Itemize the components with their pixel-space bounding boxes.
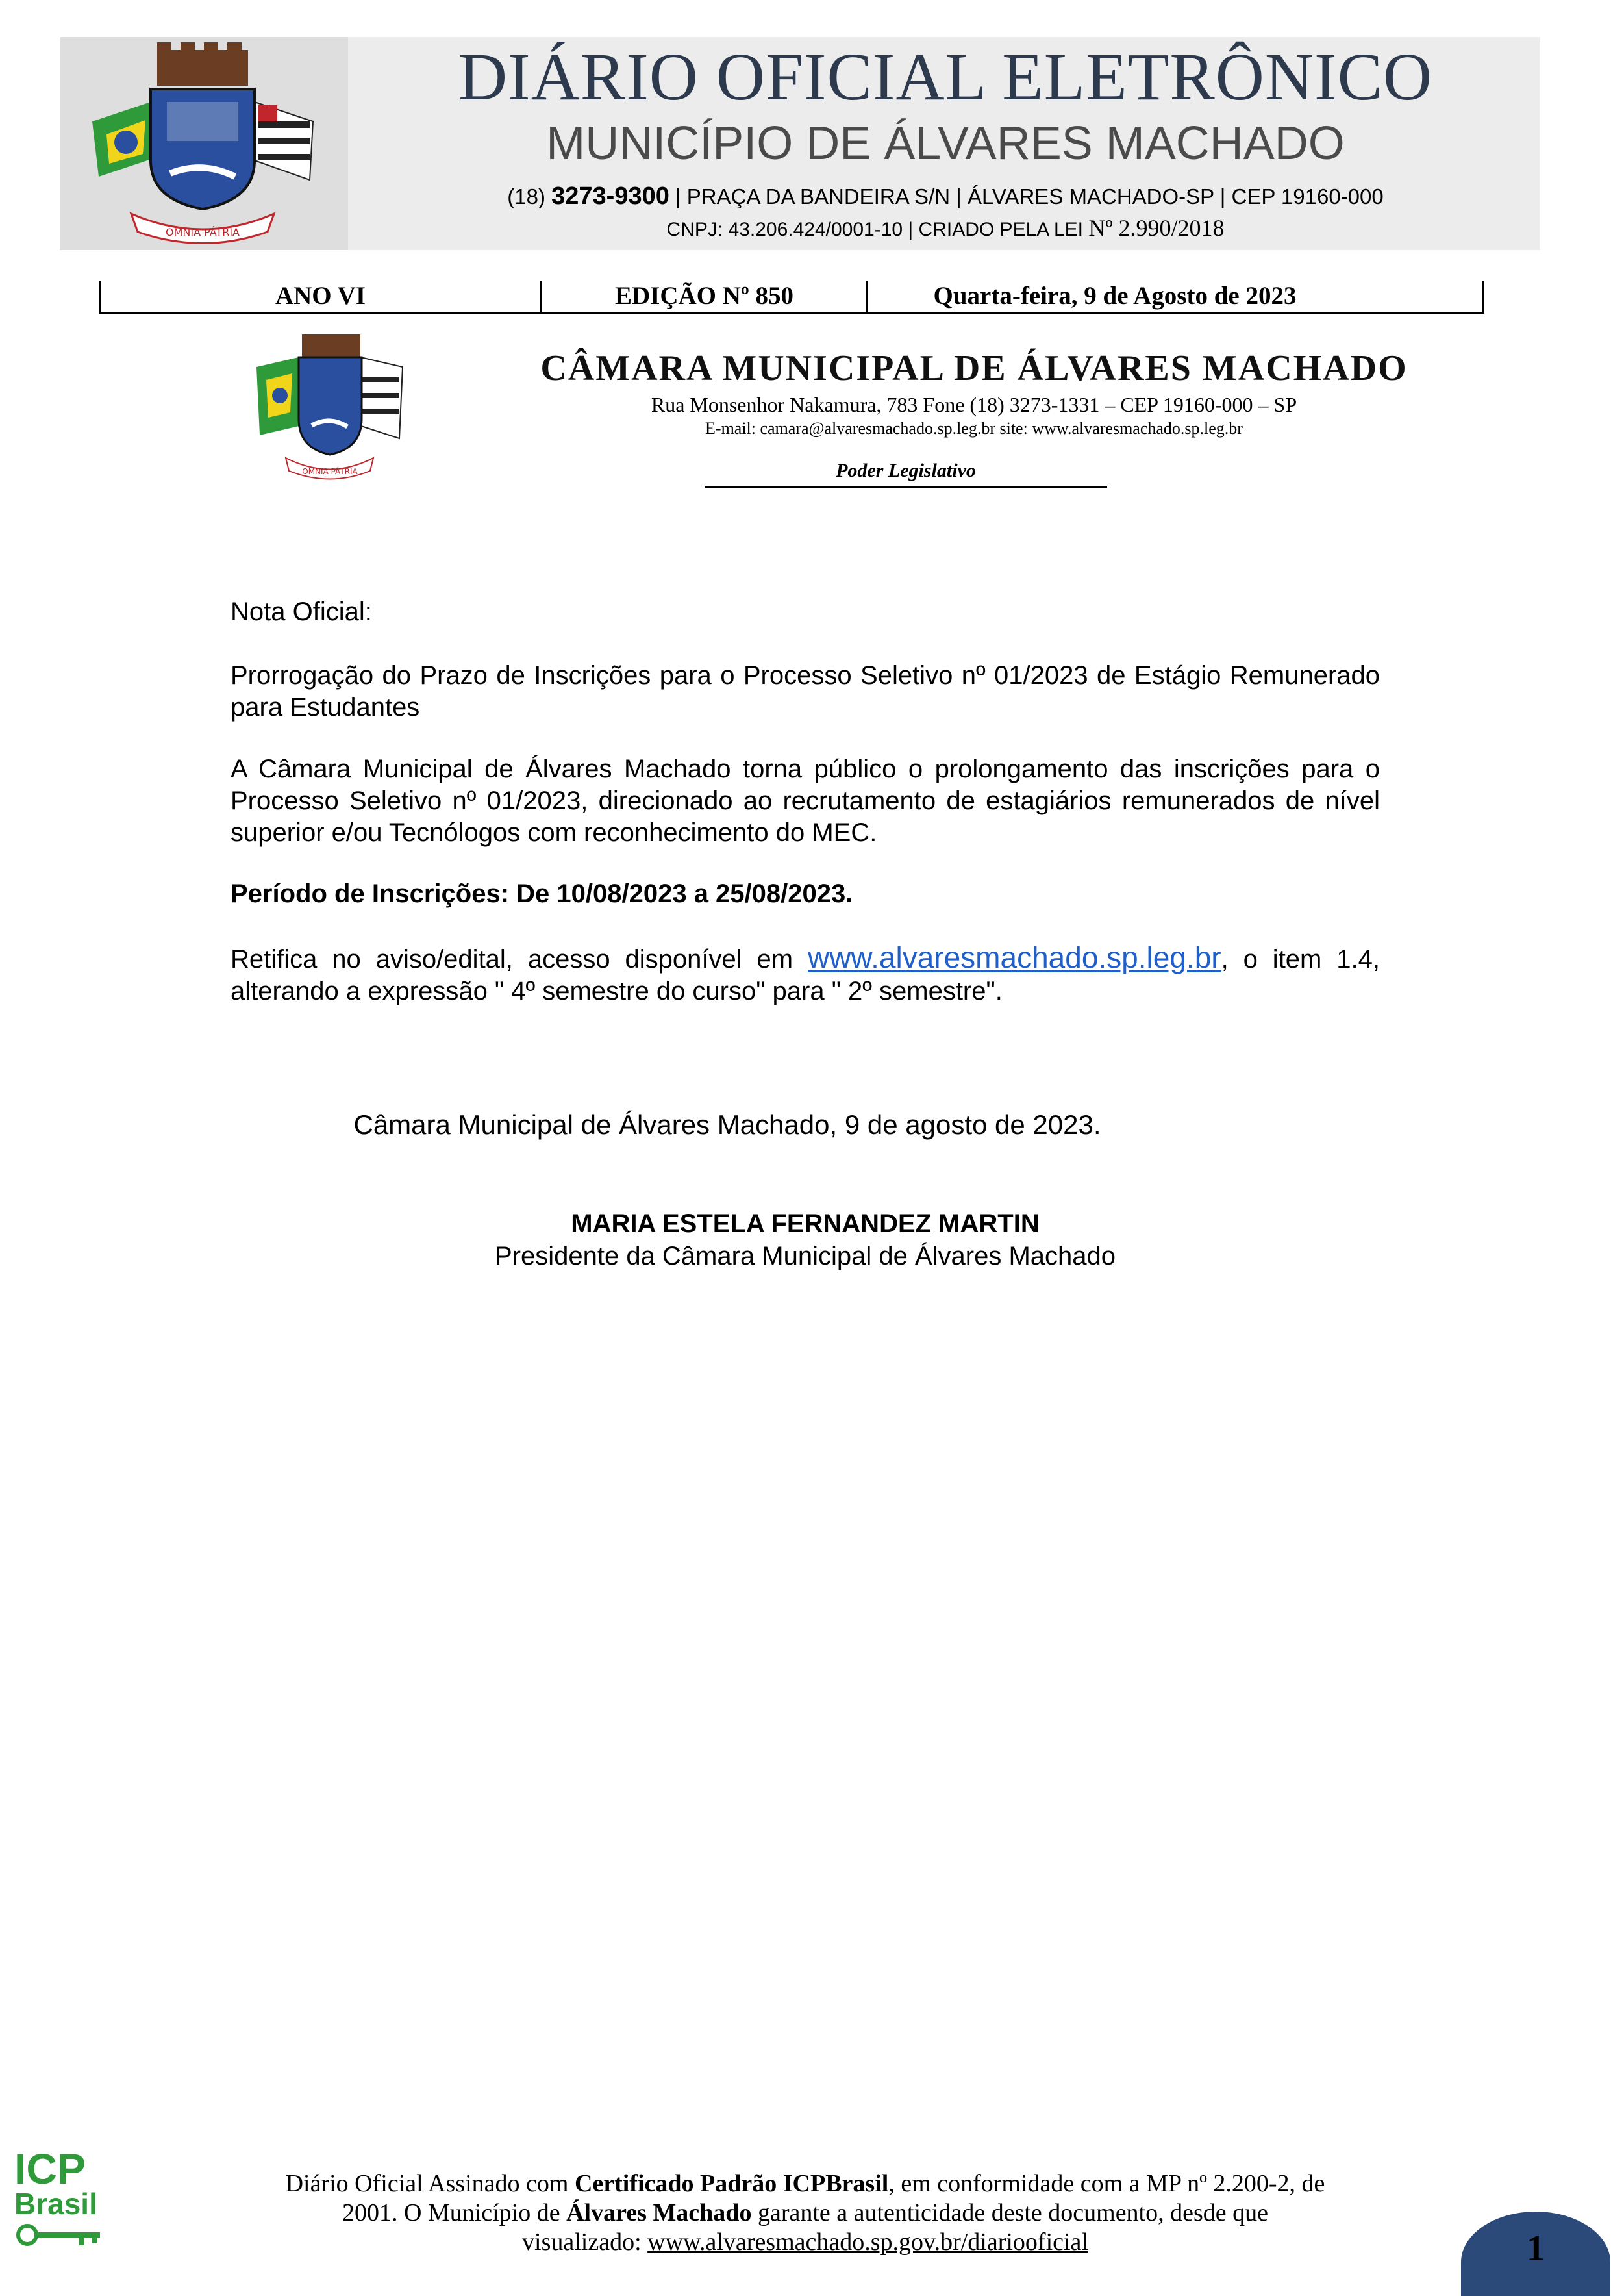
- camara-website-link[interactable]: www.alvaresmachado.sp.leg.br: [807, 940, 1221, 974]
- icp-brasil-logo: [14, 2145, 112, 2259]
- gazette-url-link[interactable]: www.alvaresmachado.sp.gov.br/diariooficial: [647, 2228, 1088, 2256]
- camara-motto-text: OMNIA PÁTRIA: [302, 467, 358, 476]
- footer-certificate: Certificado Padrão ICPBrasil: [574, 2170, 889, 2197]
- header-address: | PRAÇA DA BANDEIRA S/N | ÁLVARES MACHADO-SP | CEP 19160-000: [669, 184, 1384, 208]
- page-number: 1: [1527, 2228, 1545, 2269]
- motto-text: OMNIA PÁTRIA: [166, 226, 240, 238]
- camara-logo: [250, 328, 409, 484]
- footer-text: visualizado:: [522, 2228, 648, 2256]
- footer-text: Diário Oficial Assinado com: [285, 2170, 575, 2197]
- notice-subject: Prorrogação do Prazo de Inscrições para o Processo Seletivo nº 01/2023 de Estágio Remunerado para Estudantes: [231, 661, 1380, 722]
- camara-address: Rua Monsenhor Nakamura, 783 Fone (18) 3273-1331 – CEP 19160-000 – SP: [651, 393, 1297, 416]
- header-logo-box: [60, 37, 348, 250]
- footer-text: garante a autenticidade deste documento, desde que: [751, 2199, 1269, 2227]
- footer-certification: [221, 2169, 1390, 2257]
- phone-number: 3273-9300: [551, 183, 669, 210]
- header-contact: [351, 182, 1540, 212]
- footer-text: 2001. O Município de: [342, 2199, 567, 2227]
- footer-text: , em conformidade com a MP nº 2.200-2, de: [888, 2170, 1325, 2197]
- camara-email: E-mail: camara@alvaresmachado.sp.leg.br site: www.alvaresmachado.sp.leg.br: [705, 419, 1243, 438]
- key-icon: [14, 2219, 112, 2251]
- icp-logo-bottom: Brasil: [14, 2187, 97, 2221]
- notice-body: A Câmara Municipal de Álvares Machado torna público o prolongamento das inscrições para o Processo Seletivo nº 01/2023, direcionado ao recrutamento de estagiários remunerados de nível superior e/ou Tecnólogos com reconhecimento do MEC.: [231, 755, 1380, 847]
- signatory-name: MARIA ESTELA FERNANDEZ MARTIN: [571, 1209, 1040, 1238]
- camara-coat-of-arms-icon: [250, 328, 409, 484]
- camara-branch: Poder Legislativo: [836, 460, 976, 481]
- rectify-text-before: Retifica no aviso/edital, acesso disponível em: [231, 945, 808, 974]
- footer-line-3: [221, 2228, 1390, 2257]
- edition-number: EDIÇÃO Nº 850: [614, 282, 794, 310]
- law-number: Nº 2.990/2018: [1088, 215, 1225, 241]
- phone-prefix: (18): [507, 184, 552, 208]
- cnpj-text: CNPJ: 43.206.424/0001-10 | CRIADO PELA LEI: [666, 219, 1089, 240]
- gazette-subtitle: MUNICÍPIO DE ÁLVARES MACHADO: [546, 118, 1345, 170]
- footer-municipality: Álvares Machado: [566, 2199, 752, 2227]
- gazette-title: DIÁRIO OFICIAL ELETRÔNICO: [458, 40, 1433, 114]
- registration-period: Período de Inscrições: De 10/08/2023 a 25/08/2023.: [231, 879, 853, 908]
- edition-date: Quarta-feira, 9 de Agosto de 2023: [933, 282, 1297, 310]
- camara-name: CÂMARA MUNICIPAL DE ÁLVARES MACHADO: [540, 348, 1408, 388]
- municipal-coat-of-arms-logo: [60, 37, 348, 250]
- header-cnpj: [351, 214, 1540, 242]
- signature-place-date: Câmara Municipal de Álvares Machado, 9 de agosto de 2023.: [353, 1109, 1101, 1140]
- notice-heading: Nota Oficial:: [231, 598, 372, 626]
- icp-logo-top: ICP: [14, 2145, 86, 2193]
- notice-rectification: [231, 942, 1380, 1007]
- edition-year: ANO VI: [275, 282, 366, 310]
- branch-underline: [705, 486, 1107, 488]
- footer-line-1: [221, 2169, 1390, 2199]
- footer-line-2: [221, 2199, 1390, 2228]
- signatory-role: Presidente da Câmara Municipal de Álvares Machado: [494, 1242, 1116, 1270]
- rectify-text-after: , o item 1.4, alterando a expressão " 4º semestre do curso" para " 2º semestre".: [231, 945, 1380, 1005]
